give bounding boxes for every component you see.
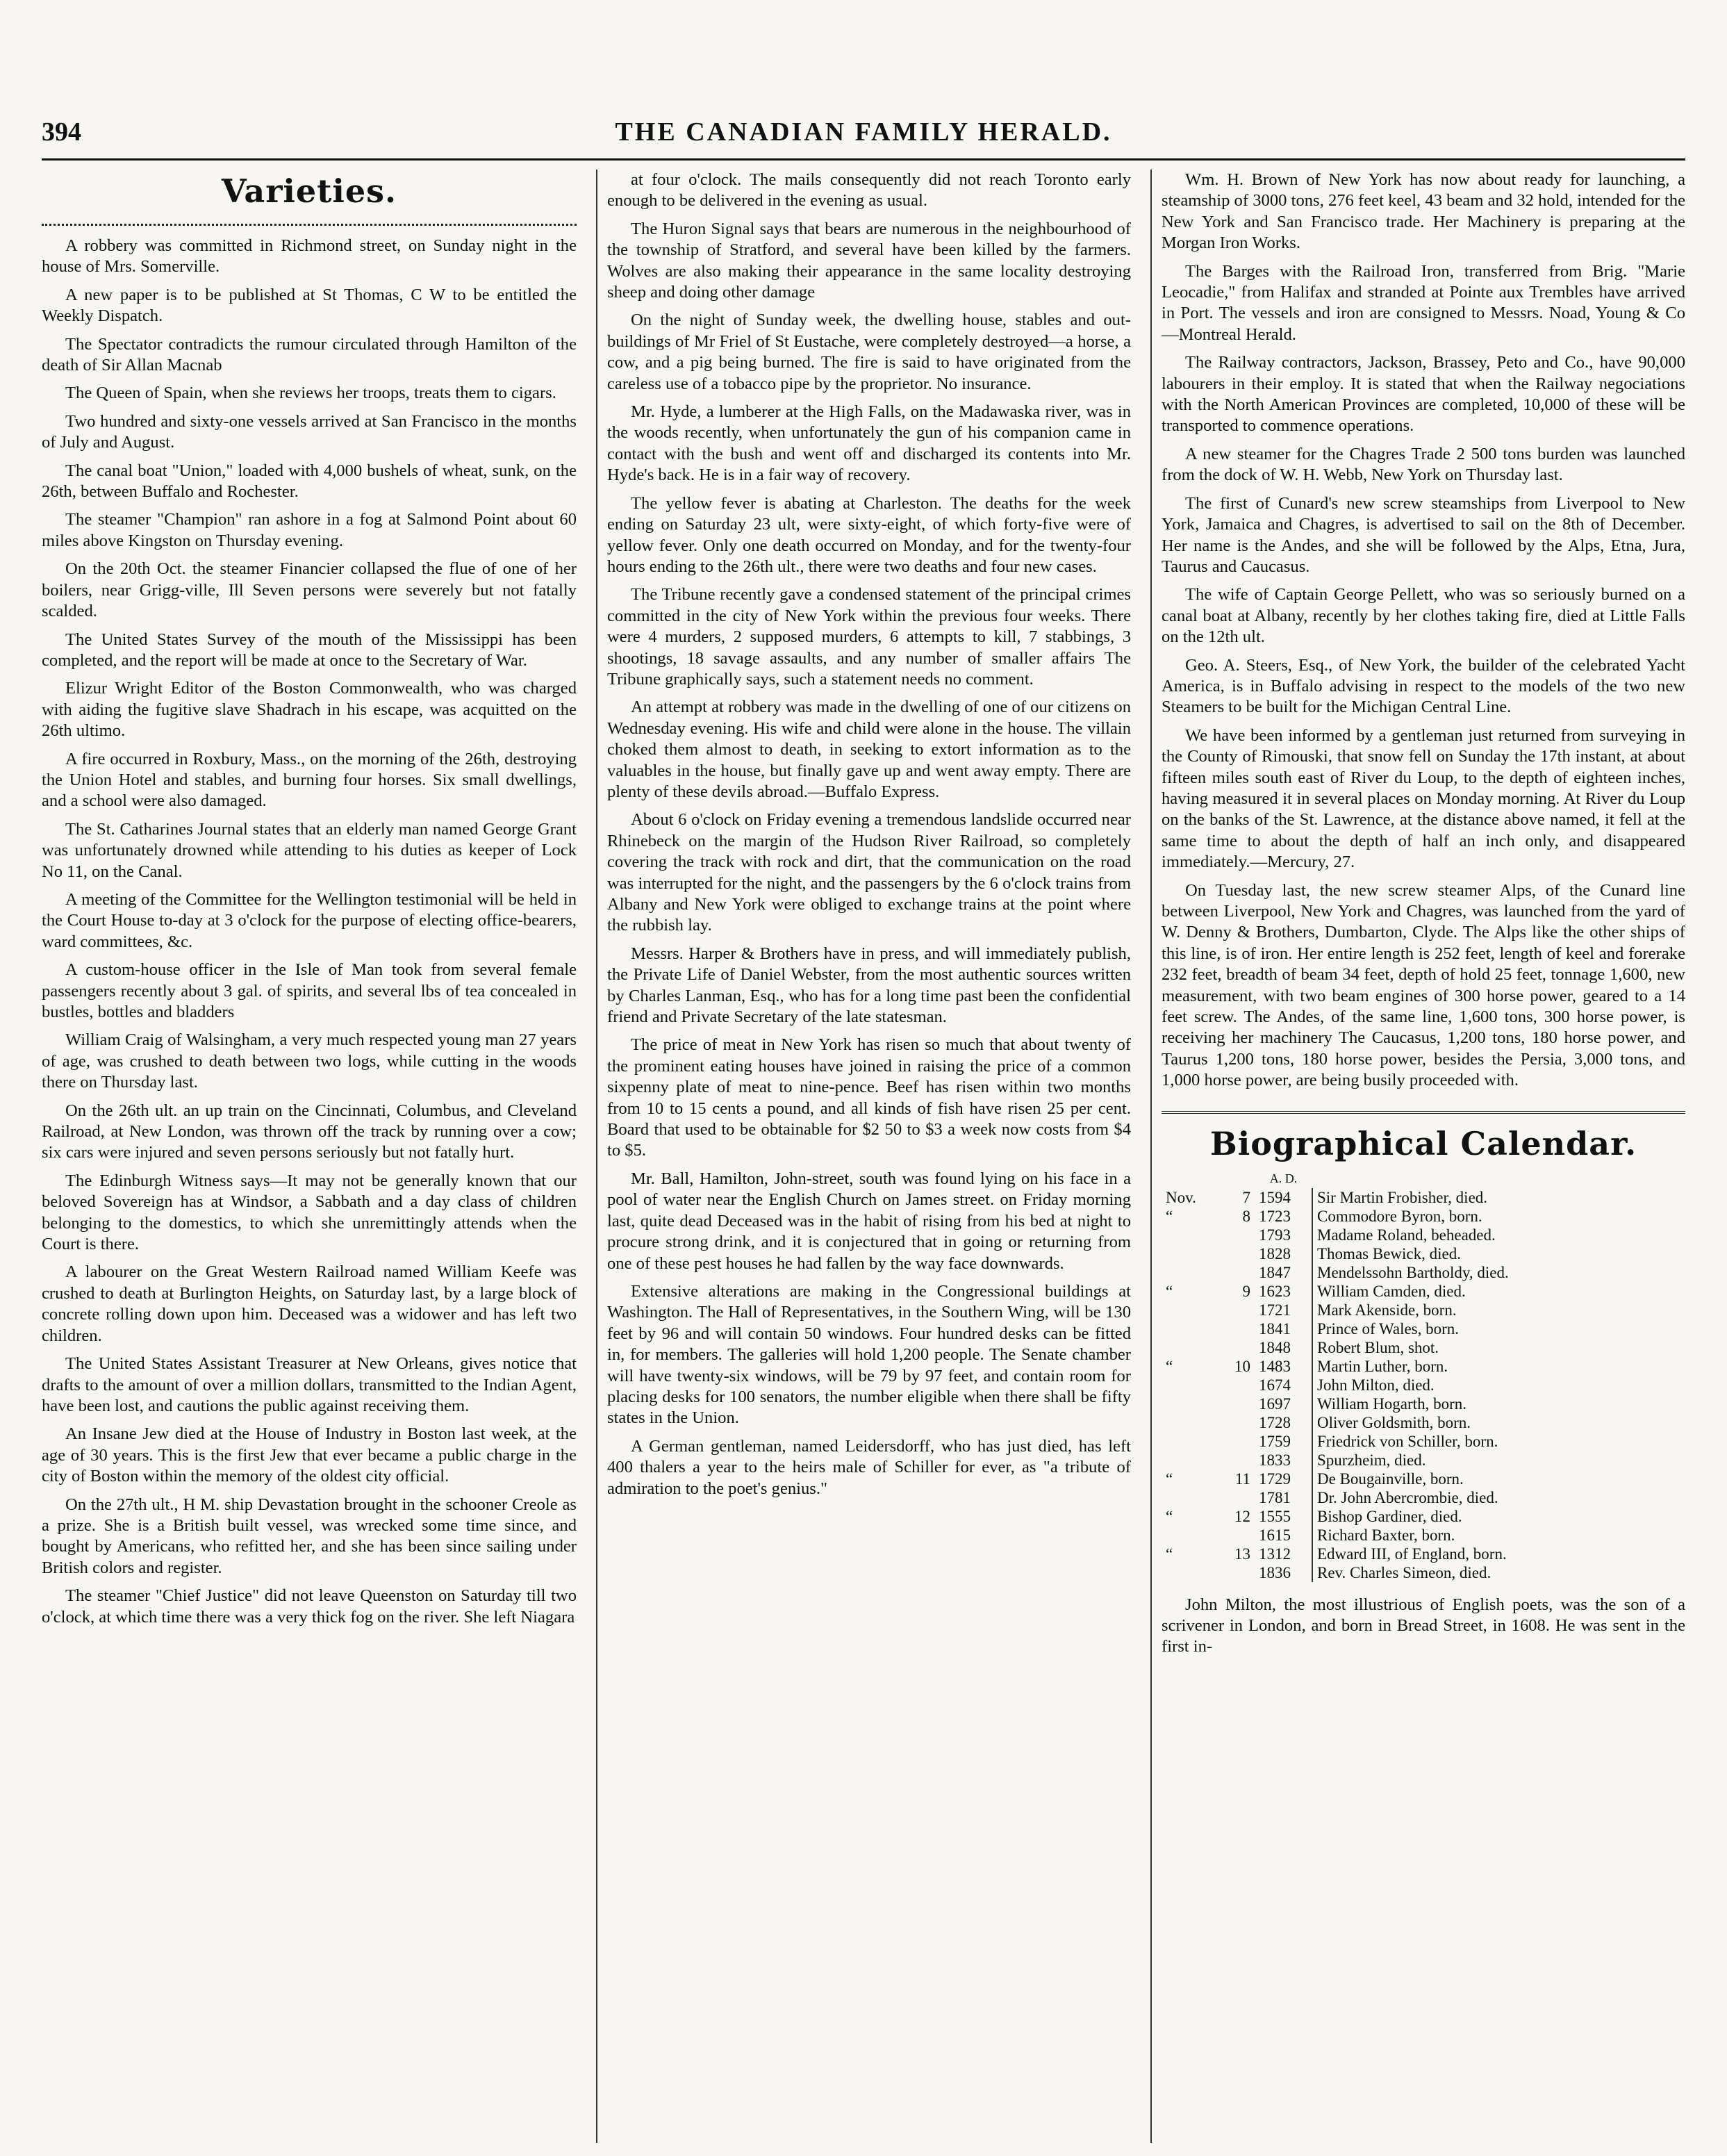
calendar-entry: Friedrick von Schiller, born. [1317, 1432, 1498, 1450]
calendar-entry: Dr. John Abercrombie, died. [1317, 1488, 1498, 1506]
calendar-year: 1594 [1255, 1188, 1312, 1207]
masthead-title: THE CANADIAN FAMILY HERALD. [615, 117, 1112, 147]
calendar-row [1162, 1507, 1685, 1526]
calendar-body [1162, 1188, 1685, 1582]
article-paragraph: The United States Survey of the mouth of the Mississippi has been completed, and the report will be made at once to the Secretary of War. [42, 629, 577, 670]
calendar-day [1218, 1376, 1255, 1394]
calendar-year: 1781 [1255, 1488, 1312, 1507]
calendar-month [1162, 1244, 1218, 1263]
calendar-month [1162, 1451, 1218, 1470]
columns [42, 170, 1685, 2143]
article-paragraph: The St. Catharines Journal states that an elderly man named George Grant was unfortunately drowned while attending to his duties as keeper of Lock No 11, on the Canal. [42, 819, 577, 881]
calendar-entry: Madame Roland, beheaded. [1317, 1226, 1496, 1244]
article-paragraph: A custom-house officer in the Isle of Man took from several female passengers recently about 3 gal. of spirits, and several lbs of tea concealed in bustles, bottles and bladders [42, 960, 577, 1021]
article-paragraph: On the 27th ult., H M. ship Devastation brought in the schooner Creole as a prize. She is a British built vessel, was wrecked some time since, and bought by Americans, who refitted her, and she has been since sailing under British colors and register. [42, 1495, 577, 1577]
calendar-day [1218, 1488, 1255, 1507]
calendar-month [1162, 1563, 1218, 1582]
calendar-year: 1728 [1255, 1413, 1312, 1432]
calendar-row [1162, 1488, 1685, 1507]
article-paragraph: The Barges with the Railroad Iron, transferred from Brig. "Marie Leocadie," from Halifax and stranded at Pointe aux Trembles have arrived in Port. The vessels and iron are consigned to Messrs. Noad, Young & Co —Montreal Herald. [1162, 261, 1685, 344]
calendar-day [1218, 1432, 1255, 1451]
calendar-month [1162, 1319, 1218, 1338]
article-paragraph: Messrs. Harper & Brothers have in press, and will immediately publish, the Private Life of Daniel Webster, from the most authentic sources written by Charles Lanman, Esq., who has for a long time past been the confidential friend and Private Secretary of the late statesman. [607, 944, 1131, 1027]
section-divider [1162, 1111, 1685, 1114]
calendar-year: 1721 [1255, 1301, 1312, 1319]
article-paragraph: at four o'clock. The mails consequently did not reach Toronto early enough to be delivered in the evening as usual. [607, 170, 1131, 211]
calendar-year: 1483 [1255, 1357, 1312, 1376]
calendar-month [1162, 1413, 1218, 1432]
article-paragraph: Wm. H. Brown of New York has now about ready for launching, a steamship of 3000 tons, 276 feet keel, 43 beam and 32 hold, intended for the New York and San Francisco trade. Her Machinery is preparing at the Morgan Iron Works. [1162, 170, 1685, 253]
calendar-entry: De Bougainville, born. [1317, 1470, 1464, 1488]
calendar-year: 1759 [1255, 1432, 1312, 1451]
calendar-entry: John Milton, died. [1317, 1376, 1435, 1394]
calendar-month [1162, 1488, 1218, 1507]
calendar-day: 9 [1242, 1282, 1250, 1300]
article-paragraph: About 6 o'clock on Friday evening a tremendous landslide occurred near Rhinebeck on the margin of the Hudson River Railroad, so completely covering the track with rock and dirt, that the communication on the road was interrupted for the night, and the passengers by the 6 o'clock trains from Albany and New York were obliged to exchange trains at the point where the rubbish lay. [607, 810, 1131, 935]
article-paragraph: An attempt at robbery was made in the dwelling of one of our citizens on Wednesday evening. His wife and child were alone in the house. The villain choked them almost to death, in seeking to extort information as to the valuables in the house, but finally gave up and went away empty. There are plenty of these devils abroad.—Buffalo Express. [607, 698, 1131, 801]
calendar-year: 1833 [1255, 1451, 1312, 1470]
calendar-year: 1697 [1255, 1394, 1312, 1413]
calendar-day [1218, 1451, 1255, 1470]
column-1-paragraphs [42, 236, 577, 1628]
calendar-month [1162, 1226, 1218, 1244]
calendar-year: 1615 [1255, 1526, 1312, 1545]
calendar-row [1162, 1226, 1685, 1244]
calendar-day: 10 [1234, 1357, 1250, 1375]
calendar-heading: Biographical Calendar. [1209, 1124, 1637, 1162]
calendar-month: “ [1166, 1282, 1173, 1300]
article-paragraph: The steamer "Chief Justice" did not leave Queenston on Saturday till two o'clock, at which time there was a very thick fog on the river. She left Niagara [42, 1586, 577, 1627]
calendar-day [1218, 1319, 1255, 1338]
calendar-month: “ [1166, 1470, 1173, 1488]
calendar-day: 8 [1242, 1207, 1250, 1225]
calendar-year: 1841 [1255, 1319, 1312, 1338]
calendar-day: 13 [1234, 1545, 1250, 1563]
calendar-entry: William Camden, died. [1317, 1282, 1466, 1300]
calendar-day: 12 [1234, 1507, 1250, 1525]
calendar-entry: Bishop Gardiner, died. [1317, 1507, 1462, 1525]
article-paragraph: Mr. Hyde, a lumberer at the High Falls, on the Madawaska river, was in the woods recently, when unfortunately the gun of his companion came in contact with the bush and went off and discharged its contents into Mr. Hyde's back. He is in a fair way of recovery. [607, 402, 1131, 485]
article-paragraph: An Insane Jew died at the House of Industry in Boston last week, at the age of 30 years. This is the first Jew that ever became a public charge in the city of Boston within the memory of the oldest city official. [42, 1424, 577, 1486]
calendar-day [1218, 1244, 1255, 1263]
calendar-row [1162, 1338, 1685, 1357]
calendar-day [1218, 1338, 1255, 1357]
calendar-entry: Mendelssohn Bartholdy, died. [1317, 1263, 1509, 1281]
article-paragraph: On the 26th ult. an up train on the Cincinnati, Columbus, and Cleveland Railroad, at New London, was thrown off the track by running over a cow; six cars were injured and seven persons seriously but not fatally hurt. [42, 1101, 577, 1162]
column-2 [596, 170, 1131, 2143]
calendar-year: 1828 [1255, 1244, 1312, 1263]
article-paragraph: The Edinburgh Witness says—It may not be generally known that our beloved Sovereign has at Windsor, a Sabbath and a day class of children belonging to the domestics, to which she unremittingly attends when the Court is there. [42, 1171, 577, 1254]
article-paragraph: Elizur Wright Editor of the Boston Commonwealth, who was charged with aiding the fugitive slave Shadrach in his escape, was acquitted on the 26th ultimo. [42, 679, 577, 741]
article-paragraph: The United States Assistant Treasurer at New Orleans, gives notice that drafts to the amount of over a million dollars, transmitted to the Indian Agent, have been lost, and cautions the public against receiving them. [42, 1354, 577, 1415]
article-paragraph: A labourer on the Great Western Railroad named William Keefe was crushed to death at Burlington Heights, on Saturday last, by a large block of concrete rolling down upon him. Deceased was a widower and has left two children. [42, 1262, 577, 1345]
calendar-year: 1793 [1255, 1226, 1312, 1244]
column-1 [42, 170, 577, 2143]
calendar-month [1162, 1376, 1218, 1394]
calendar-year: 1836 [1255, 1563, 1312, 1582]
article-paragraph: Geo. A. Steers, Esq., of New York, the builder of the celebrated Yacht America, is in Buffalo advising in respect to the models of the two new Steamers to be built for the Michigan Central Line. [1162, 655, 1685, 717]
article-paragraph: The Spectator contradicts the rumour circulated through Hamilton of the death of Sir Allan Macnab [42, 334, 577, 375]
calendar-month [1162, 1432, 1218, 1451]
calendar-month [1162, 1526, 1218, 1545]
heading-rule [42, 217, 577, 226]
calendar-day [1218, 1563, 1255, 1582]
calendar-table [1162, 1169, 1685, 1582]
article-paragraph: The Queen of Spain, when she reviews her troops, treats them to cigars. [65, 384, 556, 403]
calendar-day [1218, 1301, 1255, 1319]
article-paragraph: On Tuesday last, the new screw steamer Alps, of the Cunard line between Liverpool, New York and Chagres, was launched from the yard of W. Denny & Brothers, Dumbarton, Clyde. The Alps like the other ships of this line, is of iron. Her entire length is 252 feet, length of keel and forerake 232 feet, breadth of beam 34 feet, depth of hold 25 feet, tonnage 1,600, new measurement, with two beam engines of 300 horse power, geared to a 14 feet screw. The Andes, of the same line, 1,600 tons, 300 horse power, is receiving her machinery The Caucasus, 1,200 tons, 180 horse power, and Taurus 1,200 tons, 180 horse power, besides the Persia, 3,000 tons, and 1,000 horse power, are being busily proceeded with. [1162, 880, 1685, 1090]
calendar-row [1162, 1301, 1685, 1319]
calendar-year: 1723 [1255, 1207, 1312, 1226]
calendar-day [1218, 1526, 1255, 1545]
calendar-month [1162, 1263, 1218, 1282]
article-paragraph: A fire occurred in Roxbury, Mass., on the morning of the 26th, destroying the Union Hotel and stables, and burning four horses. Six small dwellings, and a school were also damaged. [42, 749, 577, 811]
varieties-heading: Varieties. [221, 172, 397, 210]
calendar-header-row [1162, 1169, 1685, 1188]
calendar-month [1162, 1394, 1218, 1413]
calendar-entry: Edward III, of England, born. [1317, 1545, 1507, 1563]
calendar-month [1162, 1301, 1218, 1319]
calendar-row [1162, 1319, 1685, 1338]
calendar-month [1162, 1338, 1218, 1357]
calendar-row [1162, 1207, 1685, 1226]
calendar-month: “ [1166, 1207, 1173, 1225]
calendar-row [1162, 1563, 1685, 1582]
calendar-entry: Sir Martin Frobisher, died. [1317, 1188, 1488, 1206]
article-paragraph: The Huron Signal says that bears are numerous in the neighbourhood of the township of Stratford, and several have been killed by the farmers. Wolves are also making their appearance in the same locality destroying sheep and doing other damage [607, 219, 1131, 302]
column-3 [1150, 170, 1685, 2143]
calendar-day: 7 [1242, 1188, 1250, 1206]
article-paragraph: The steamer "Champion" ran ashore in a fog at Salmond Point about 60 miles above Kingston on Thursday evening. [42, 510, 577, 550]
column-3-paragraphs [1162, 170, 1685, 1092]
calendar-row [1162, 1413, 1685, 1432]
milton-paragraph: John Milton, the most illustrious of English poets, was the son of a scrivener in London, and born in Bread Street, in 1608. He was sent in the first in- [1162, 1595, 1685, 1656]
calendar-year: 1848 [1255, 1338, 1312, 1357]
calendar-row [1162, 1545, 1685, 1563]
calendar-year: 1674 [1255, 1376, 1312, 1394]
calendar-year: 1312 [1255, 1545, 1312, 1563]
calendar-day [1218, 1394, 1255, 1413]
article-paragraph: A meeting of the Committee for the Wellington testimonial will be held in the Court House to-day at 3 o'clock for the purpose of electing office-bearers, ward committees, &c. [42, 889, 577, 951]
article-paragraph: A robbery was committed in Richmond street, on Sunday night in the house of Mrs. Somerville. [42, 236, 577, 277]
calendar-year: 1555 [1255, 1507, 1312, 1526]
column-2-paragraphs [607, 170, 1131, 1499]
calendar-month: Nov. [1166, 1188, 1196, 1206]
calendar-row [1162, 1394, 1685, 1413]
calendar-entry: Oliver Goldsmith, born. [1317, 1413, 1471, 1431]
ad-label: A. D. [1269, 1171, 1298, 1185]
calendar-entry: Spurzheim, died. [1317, 1451, 1426, 1469]
calendar-entry: Robert Blum, shot. [1317, 1338, 1439, 1356]
article-paragraph: The Tribune recently gave a condensed statement of the principal crimes committed in the city of New York within the previous four weeks. There were 4 murders, 2 supposed murders, 6 attempts to kill, 7 stabbings, 3 shootings, 18 savage assaults, and any number of smaller affairs The Tribune graphically says, such a statement needs no comment. [607, 585, 1131, 689]
running-head [42, 117, 1685, 161]
calendar-year: 1847 [1255, 1263, 1312, 1282]
calendar-entry: Commodore Byron, born. [1317, 1207, 1482, 1225]
calendar-row [1162, 1188, 1685, 1207]
article-paragraph: The price of meat in New York has risen so much that about twenty of the prominent eating houses have joined in raising the price of a common sixpenny plate of meat to nine-pence. Beef has risen within two months from 10 to 15 cents a pound, and all kinds of fish have risen 25 per cent. Board that used to be obtainable for $2 50 to $3 a week now costs from $4 to $5. [607, 1035, 1131, 1160]
calendar-year: 1729 [1255, 1470, 1312, 1488]
article-paragraph: A new paper is to be published at St Thomas, C W to be entitled the Weekly Dispatch. [42, 285, 577, 326]
calendar-row [1162, 1357, 1685, 1376]
article-paragraph: A new steamer for the Chagres Trade 2 500 tons burden was launched from the dock of W. H. Webb, New York on Thursday last. [1162, 444, 1685, 485]
calendar-row [1162, 1263, 1685, 1282]
calendar-entry: Richard Baxter, born. [1317, 1526, 1455, 1544]
calendar-year: 1623 [1255, 1282, 1312, 1301]
article-paragraph: A German gentleman, named Leidersdorff, who has just died, has left 400 thalers a year to the heirs male of Schiller for ever, as "a tribute of admiration to the poet's genius." [607, 1436, 1131, 1498]
article-paragraph: William Craig of Walsingham, a very much respected young man 27 years of age, was crushed to death between two logs, while cutting in the woods there on Thursday last. [42, 1030, 577, 1092]
calendar-row [1162, 1432, 1685, 1451]
article-paragraph: The first of Cunard's new screw steamships from Liverpool to New York, Jamaica and Chagres, is advertised to sail on the 8th of December. Her name is the Andes, and she will be followed by the Alps, Etna, Jura, Taurus and Caucasus. [1162, 493, 1685, 576]
calendar-entry: Mark Akenside, born. [1317, 1301, 1457, 1319]
calendar-row [1162, 1451, 1685, 1470]
article-paragraph: The Railway contractors, Jackson, Brassey, Peto and Co., have 90,000 labourers in their employ. It is stated that when the Railway negociations with the North American Provinces are completed, 10,000 of these will be transported to commence operations. [1162, 353, 1685, 436]
calendar-row [1162, 1244, 1685, 1263]
article-paragraph: On the 20th Oct. the steamer Financier collapsed the flue of one of her boilers, near Grigg-ville, Ill Seven persons were severely but not fatally scalded. [42, 559, 577, 621]
calendar-day [1218, 1263, 1255, 1282]
article-paragraph: Mr. Ball, Hamilton, John-street, south was found lying on his face in a pool of water near the English Church on James street. on Friday morning last, quite dead Deceased was in the habit of rising from his bed at night to procure strong drink, and it is conjectured that in going or returning from one of these pest houses he had fallen by the way face downwards. [607, 1169, 1131, 1273]
article-paragraph: Two hundred and sixty-one vessels arrived at San Francisco in the months of July and August. [42, 411, 577, 452]
calendar-month: “ [1166, 1507, 1173, 1525]
calendar-row [1162, 1526, 1685, 1545]
article-paragraph: On the night of Sunday week, the dwelling house, stables and out-buildings of Mr Friel of St Eustache, were completely destroyed—a horse, a cow, and a pig being burned. The fire is said to have originated from the careless use of a tobacco pipe by the proprietor. No insurance. [607, 311, 1131, 393]
calendar-entry: Rev. Charles Simeon, died. [1317, 1563, 1492, 1581]
article-paragraph: The yellow fever is abating at Charleston. The deaths for the week ending on Saturday 23 ult, were sixty-eight, of which forty-five were of yellow fever. Only one death occurred on Monday, and for the twenty-four hours ending to the 26th ult., there were two deaths and four new cases. [607, 493, 1131, 576]
calendar-day [1218, 1413, 1255, 1432]
calendar-day: 11 [1234, 1470, 1250, 1488]
calendar-entry: Thomas Bewick, died. [1317, 1244, 1461, 1262]
article-paragraph: The canal boat "Union," loaded with 4,000 bushels of wheat, sunk, on the 26th, between Buffalo and Rochester. [42, 461, 577, 502]
calendar-entry: William Hogarth, born. [1317, 1394, 1466, 1413]
calendar-month: “ [1166, 1545, 1173, 1563]
page-number: 394 [42, 117, 81, 147]
calendar-day [1218, 1226, 1255, 1244]
article-paragraph: The wife of Captain George Pellett, who was so seriously burned on a canal boat at Albany, recently by her clothes taking fire, died at Little Falls on the 12th ult. [1162, 585, 1685, 647]
calendar-row [1162, 1470, 1685, 1488]
calendar-entry: Prince of Wales, born. [1317, 1319, 1460, 1338]
calendar-row [1162, 1376, 1685, 1394]
calendar-month: “ [1166, 1357, 1173, 1375]
article-paragraph: Extensive alterations are making in the Congressional buildings at Washington. The Hall of Representatives, in the Southern Wing, will be 130 feet by 96 and will contain 50 windows. Four hundred desks can be fitted in, for members. The galleries will hold 1,200 people. The Senate chamber will have twenty-six windows, will be 79 by 97 feet, and contain room for placing desks for 100 senators, the number eligible when there shall be fifty states in the Union. [607, 1281, 1131, 1428]
calendar-row [1162, 1282, 1685, 1301]
calendar-entry: Martin Luther, born. [1317, 1357, 1448, 1375]
article-paragraph: We have been informed by a gentleman just returned from surveying in the County of Rimouski, that snow fell on Sunday the 17th instant, at about fifteen miles south east of River du Loup, to the depth of eighteen inches, having measured it in several places on Monday morning. At River du Loup on the banks of the St. Lawrence, at the distance above named, it fell at the same time to about the depth of half an inch only, and disappeared immediately.—Mercury, 27. [1162, 725, 1685, 872]
